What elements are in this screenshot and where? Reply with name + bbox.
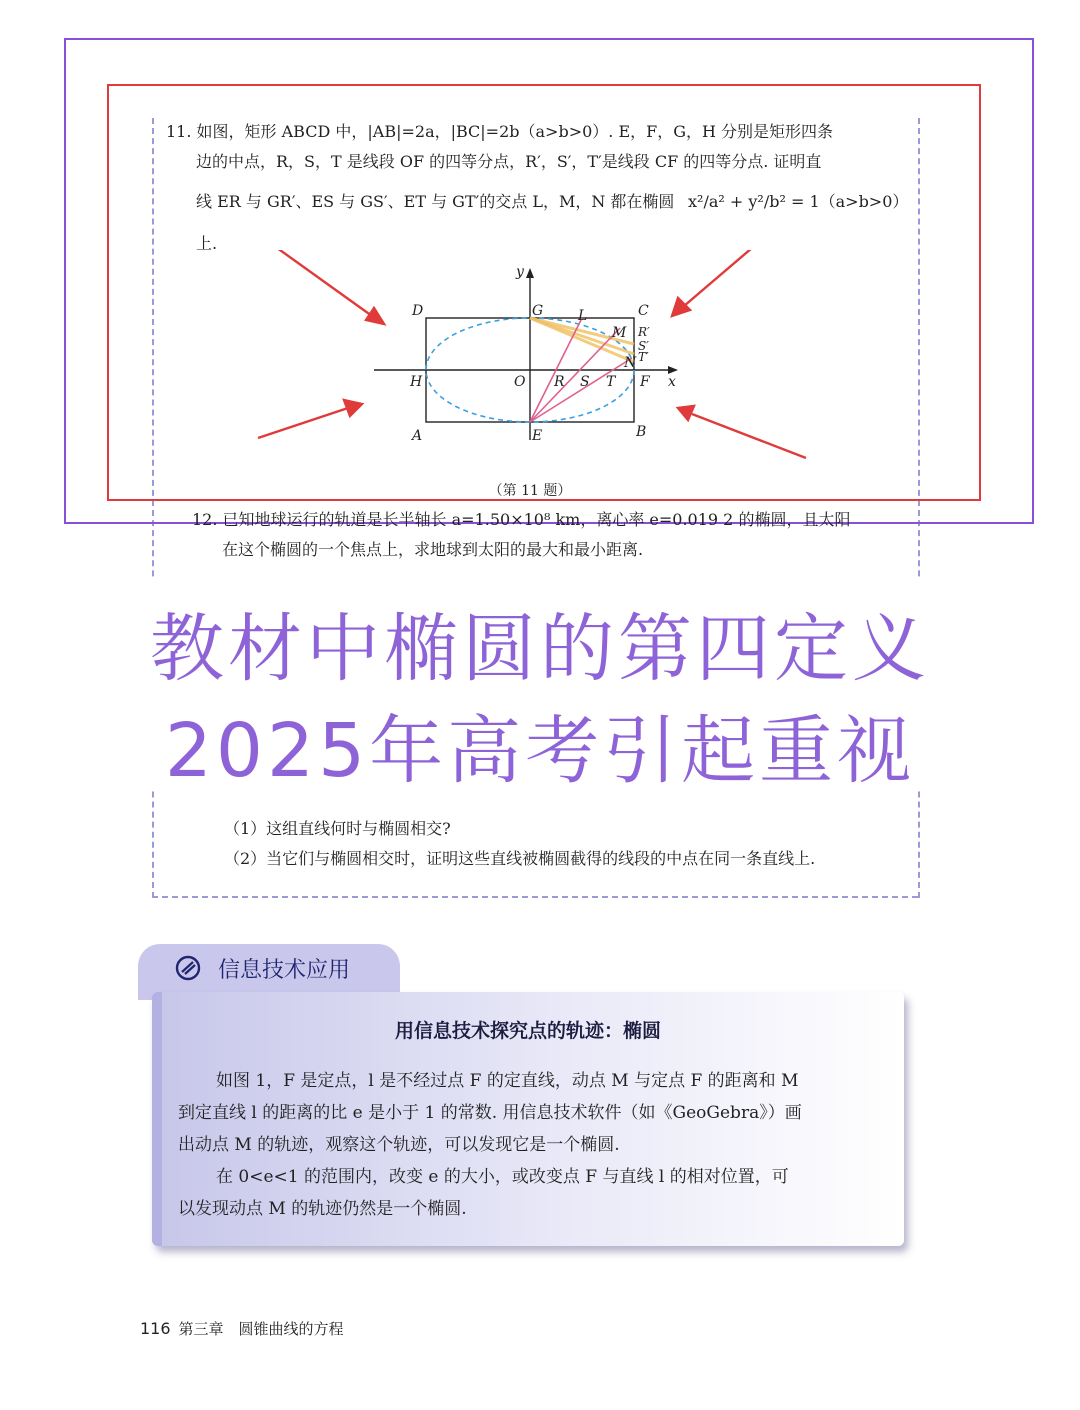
info-tech-line-5: 以发现动点 M 的轨迹仍然是一个椭圆. (178, 1199, 467, 1219)
info-tech-line-3: 出动点 M 的轨迹，观察这个轨迹，可以发现它是一个椭圆. (178, 1135, 620, 1155)
question-1: （1）这组直线何时与椭圆相交? (224, 819, 451, 838)
label-e: E (532, 428, 543, 444)
info-tech-line-2: 到定直线 l 的距离的比 e 是小于 1 的常数. 用信息技术软件（如《GeoGebra》）画 (178, 1103, 802, 1123)
label-b: B (636, 424, 647, 440)
label-s-prime: S′ (638, 339, 649, 353)
chapter-title: 第三章 圆锥曲线的方程 (178, 1320, 344, 1338)
label-h: H (410, 374, 423, 390)
problem12-line-2: 在这个椭圆的一个焦点上，求地球到太阳的最大和最小距离. (222, 540, 644, 559)
label-g: G (532, 303, 544, 319)
label-t: T (606, 374, 616, 390)
label-r-prime: R′ (638, 325, 650, 339)
page-number: 116 (140, 1319, 171, 1338)
info-tech-title: 用信息技术探究点的轨迹：椭圆 (394, 1020, 661, 1042)
problem11-ellipse-equation: x²/a² + y²/b² = 1（a>b>0） (688, 192, 909, 211)
problem11-line-3: 线 ER 与 GR′、ES 与 GS′、ET 与 GT′的交点 L，M，N 都在椭圆 (196, 192, 675, 211)
label-s: S (580, 374, 590, 390)
info-tech-line-1: 如图 1，F 是定点，l 是不经过点 F 的定直线，动点 M 与定点 F 的距离和 M (216, 1071, 799, 1091)
figure-caption: （第 11 题） (488, 483, 572, 499)
label-n: N (624, 355, 637, 371)
info-tech-icon (174, 954, 202, 982)
label-f: F (640, 374, 650, 390)
label-a: A (412, 428, 423, 444)
overlay-title-line-2: 2025年高考引起重视 (164, 708, 916, 794)
label-y: y (516, 264, 524, 280)
label-m: M (612, 325, 627, 341)
label-c: C (638, 303, 649, 319)
problem11-line-4: 上. (196, 234, 218, 253)
info-tech-tab-label: 信息技术应用 (218, 958, 351, 983)
question-2: （2）当它们与椭圆相交时，证明这些直线被椭圆截得的线段的中点在同一条直线上. (224, 849, 816, 868)
problem11-line-2: 边的中点，R，S，T 是线段 OF 的四等分点，R′，S′，T′是线段 CF 的四等分点. 证明直 (196, 152, 822, 171)
overlay-title-line-1: 教材中椭圆的第四定义 (150, 606, 930, 692)
problem11-line-1: 11. 如图，矩形 ABCD 中，|AB|=2a，|BC|=2b（a>b>0）. E，F，G，H 分别是矩形四条 (166, 122, 834, 141)
page-footer (140, 1318, 344, 1339)
label-l: L (578, 308, 588, 324)
info-tech-line-4: 在 0<e<1 的范围内，改变 e 的大小，或改变点 F 与直线 l 的相对位置，可 (216, 1167, 789, 1187)
label-t-prime: T′ (638, 350, 649, 364)
label-o: O (514, 374, 526, 390)
problem12-line-1: 12. 已知地球运行的轨道是长半轴长 a=1.50×10⁸ km，离心率 e=0.019 2 的椭圆，且太阳 (192, 510, 851, 529)
purple-highlight-box (64, 38, 1034, 524)
label-x: x (668, 374, 676, 390)
label-d: D (412, 303, 424, 319)
label-r: R (554, 374, 565, 390)
exercise-dashed-bottom (152, 896, 918, 898)
